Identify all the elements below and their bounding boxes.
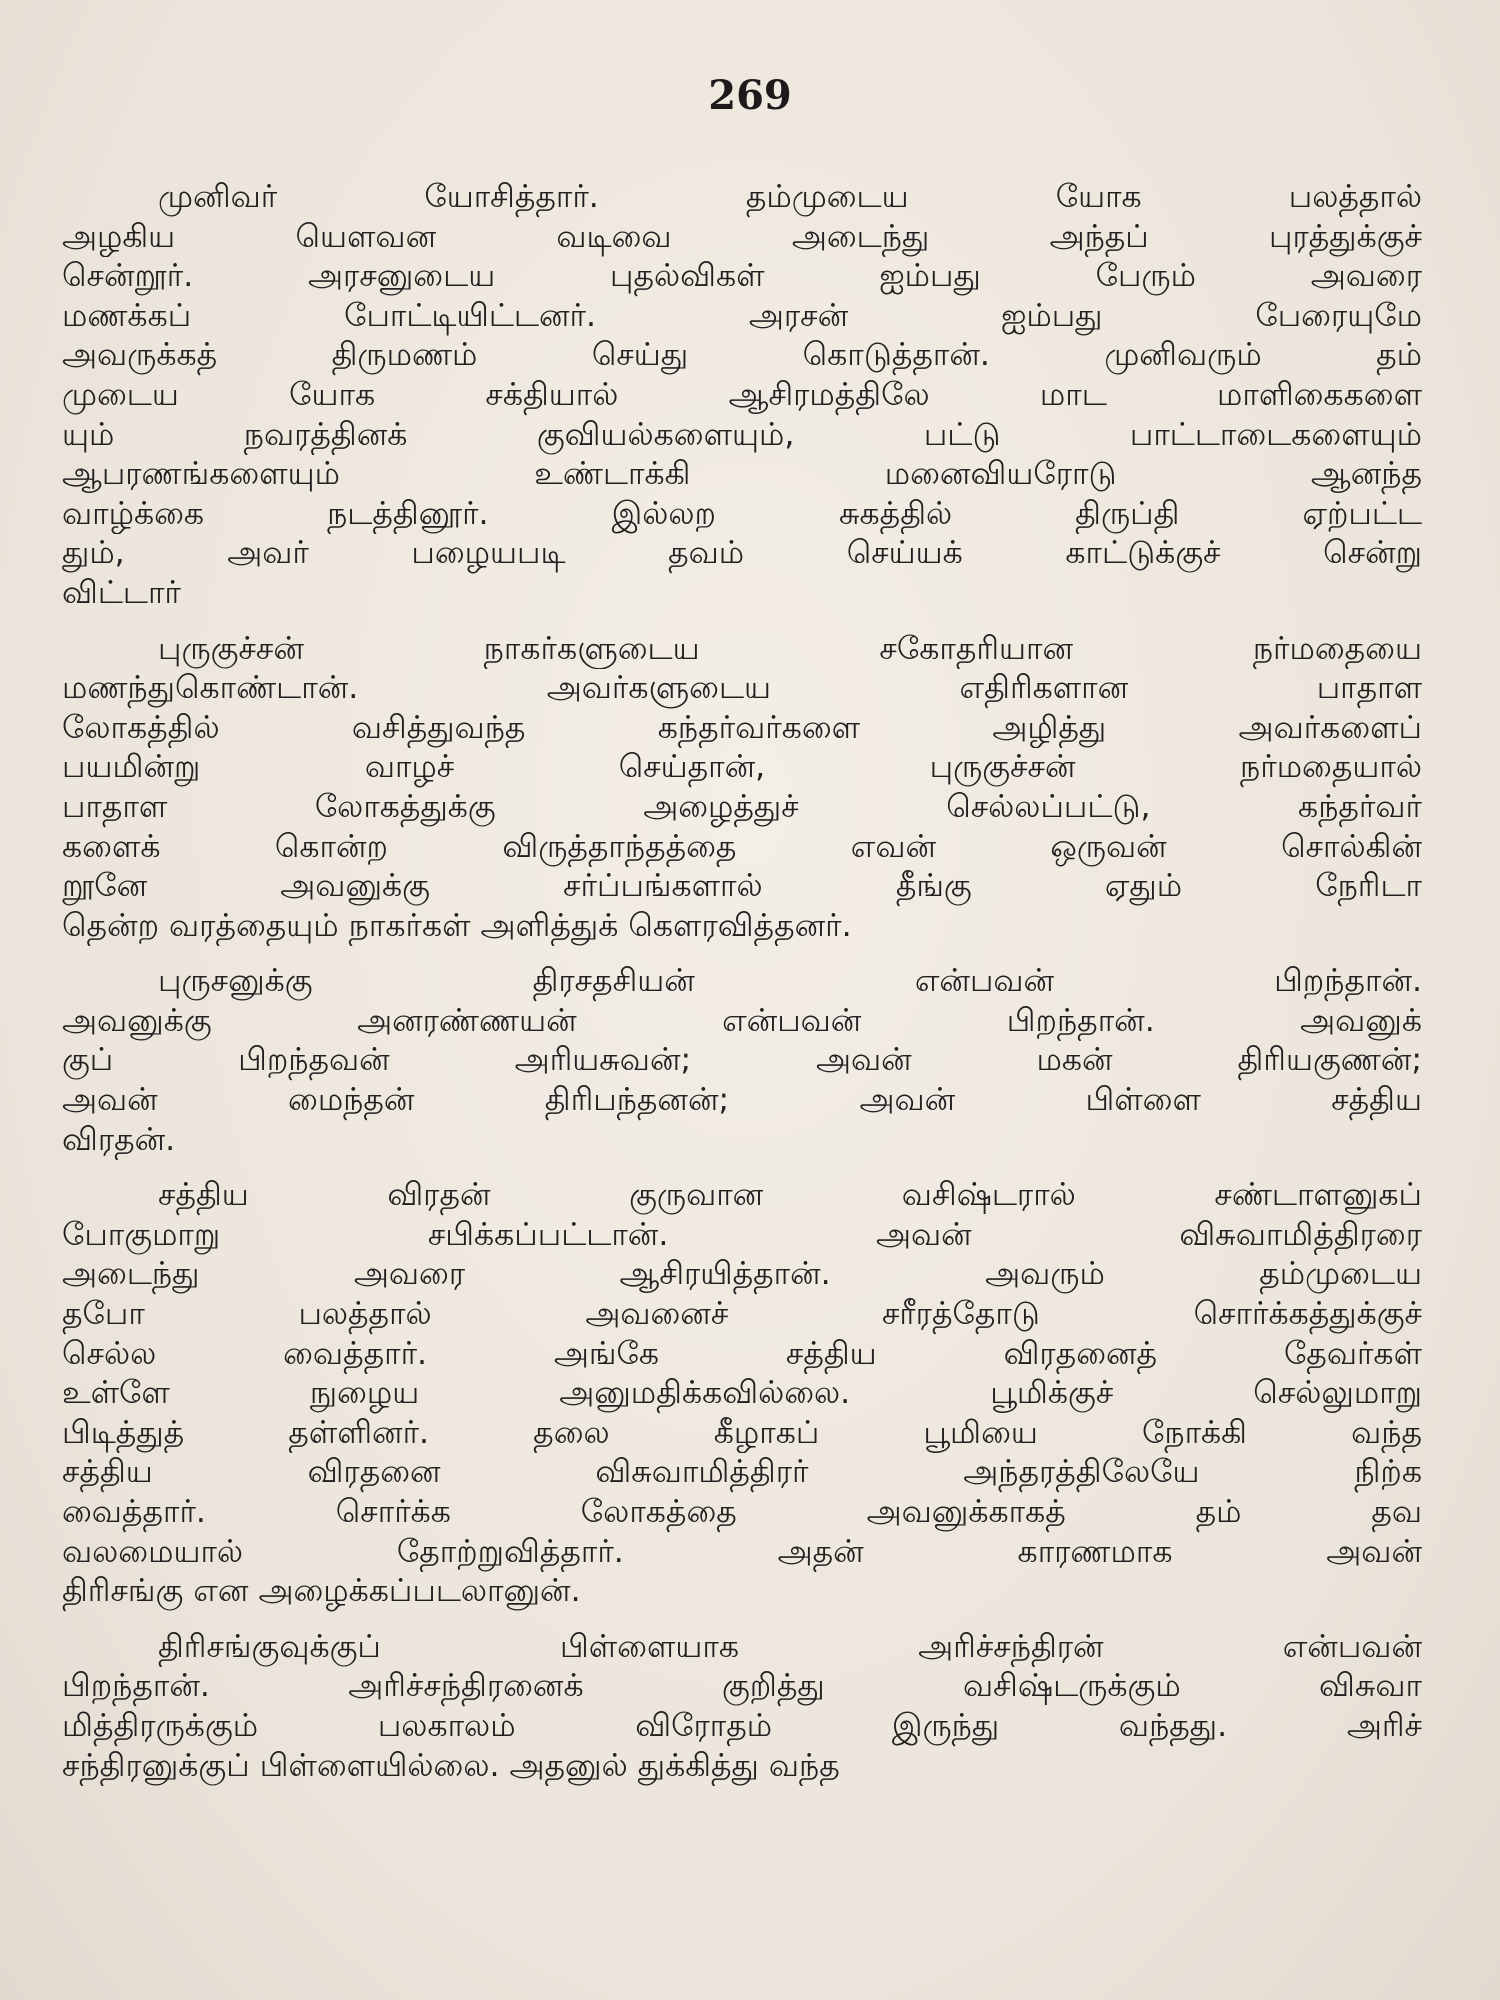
- text-line: அவருக்கத் திருமணம் செய்து கொடுத்தான். முனிவரும் தம்: [62, 337, 1422, 374]
- text-line: யும் நவரத்தினக் குவியல்களையும், பட்டு பாட்டாடைகளையும்: [62, 416, 1422, 453]
- text-line: குப் பிறந்தவன் அரியசுவன்; அவன் மகன் திரியகுணன்;: [62, 1042, 1422, 1079]
- page-number: 269: [708, 72, 792, 119]
- text-line: பயமின்று வாழச் செய்தான், புருகுச்சன் நர்மதையால்: [62, 749, 1422, 786]
- text-line: தென்ற வரத்தையும் நாகர்கள் அளித்துக் கௌரவித்தனர்.: [62, 907, 852, 944]
- text-line: வாழ்க்கை நடத்தினூர். இல்லற சுகத்தில் திருப்தி ஏற்பட்ட: [62, 495, 1422, 532]
- text-line: சென்றூர். அரசனுடைய புதல்விகள் ஐம்பது பேரும் அவரை: [62, 258, 1422, 295]
- text-line: புருகுச்சன் நாகர்களுடைய சகோதரியான நர்மதையை: [158, 630, 1422, 667]
- paragraph: [62, 178, 1422, 614]
- text-line: போகுமாறு சபிக்கப்பட்டான். அவன் விசுவாமித்திரரை: [62, 1216, 1422, 1253]
- text-line: உள்ளே நுழைய அனுமதிக்கவில்லை. பூமிக்குச் செல்லுமாறு: [62, 1375, 1422, 1412]
- text-line: திரிசங்குவுக்குப் பிள்ளையாக அரிச்சந்திரன் என்பவன்: [158, 1628, 1422, 1665]
- text-line: அவன் மைந்தன் திரிபந்தனன்; அவன் பிள்ளை சத்திய: [62, 1082, 1422, 1119]
- text-line: மித்திரருக்கும் பலகாலம் விரோதம் இருந்து வந்தது. அரிச்: [62, 1707, 1422, 1744]
- text-line: வைத்தார். சொர்க்க லோகத்தை அவனுக்காகத் தம் தவ: [62, 1494, 1422, 1530]
- text-line: வலமையால் தோற்றுவித்தார். அதன் காரணமாக அவன்: [62, 1533, 1422, 1570]
- text-line: அவனுக்கு அனரண்ணயன் என்பவன் பிறந்தான். அவனுக்: [62, 1002, 1422, 1039]
- paragraph: [62, 1628, 1422, 1786]
- paragraph: [62, 1176, 1422, 1612]
- paragraph: [62, 962, 1422, 1160]
- text-line: களைக் கொன்ற விருத்தாந்தத்தை எவன் ஒருவன் சொல்கின்: [62, 828, 1422, 865]
- text-line: மணந்துகொண்டான். அவர்களுடைய எதிரிகளான பாதாள: [62, 670, 1422, 707]
- text-line: முடைய யோக சக்தியால் ஆசிரமத்திலே மாட மாளிகைகளை: [62, 376, 1422, 413]
- paragraph: [62, 630, 1422, 947]
- text-line: விரதன்.: [62, 1121, 176, 1158]
- text-line: அழகிய யௌவன வடிவை அடைந்து அந்தப் புரத்துக்குச்: [62, 218, 1422, 255]
- text-line: மணக்கப் போட்டியிட்டனர். அரசன் ஐம்பது பேரையுமே: [62, 297, 1422, 334]
- text-line: முனிவர் யோசித்தார். தம்முடைய யோக பலத்தால்: [158, 179, 1422, 215]
- text-line: சத்திய விரதன் குருவான வசிஷ்டரால் சண்டாளனுகப்: [158, 1177, 1422, 1214]
- text-line: செல்ல வைத்தார். அங்கே சத்திய விரதனைத் தேவர்கள்: [62, 1335, 1422, 1372]
- text-line: றூனே அவனுக்கு சர்ப்பங்களால் தீங்கு ஏதும் நேரிடா: [62, 868, 1422, 905]
- text-line: தபோ பலத்தால் அவனைச் சரீரத்தோடு சொர்க்கத்துக்குச்: [62, 1296, 1422, 1333]
- text-line: பாதாள லோகத்துக்கு அழைத்துச் செல்லப்பட்டு, கந்தர்வர்: [62, 788, 1422, 825]
- text-line: சந்திரனுக்குப் பிள்ளையில்லை. அதனுல் துக்கித்து வந்த: [62, 1747, 840, 1784]
- text-line: அடைந்து அவரை ஆசிரயித்தான். அவரும் தம்முடைய: [62, 1256, 1422, 1293]
- text-line: விட்டார்: [62, 574, 181, 611]
- text-line: பிறந்தான். அரிச்சந்திரனைக் குறித்து வசிஷ்டருக்கும் விசுவா: [62, 1668, 1422, 1705]
- text-line: புருசனுக்கு திரசதசியன் என்பவன் பிறந்தான்.: [158, 963, 1422, 1000]
- text-line: தும், அவர் பழையபடி தவம் செய்யக் காட்டுக்குச் சென்று: [62, 535, 1422, 572]
- body-text: [62, 178, 1422, 1802]
- text-line: பிடித்துத் தள்ளினர். தலை கீழாகப் பூமியை நோக்கி வந்த: [62, 1414, 1422, 1451]
- text-line: திரிசங்கு என அழைக்கப்படலானுன்.: [62, 1573, 581, 1610]
- text-line: லோகத்தில் வசித்துவந்த கந்தர்வர்களை அழித்து அவர்களைப்: [62, 709, 1422, 746]
- text-line: சத்திய விரதனை விசுவாமித்திரர் அந்தரத்திலேயே நிற்க: [62, 1454, 1422, 1491]
- text-line: ஆபரணங்களையும் உண்டாக்கி மனைவியரோடு ஆனந்த: [62, 456, 1422, 493]
